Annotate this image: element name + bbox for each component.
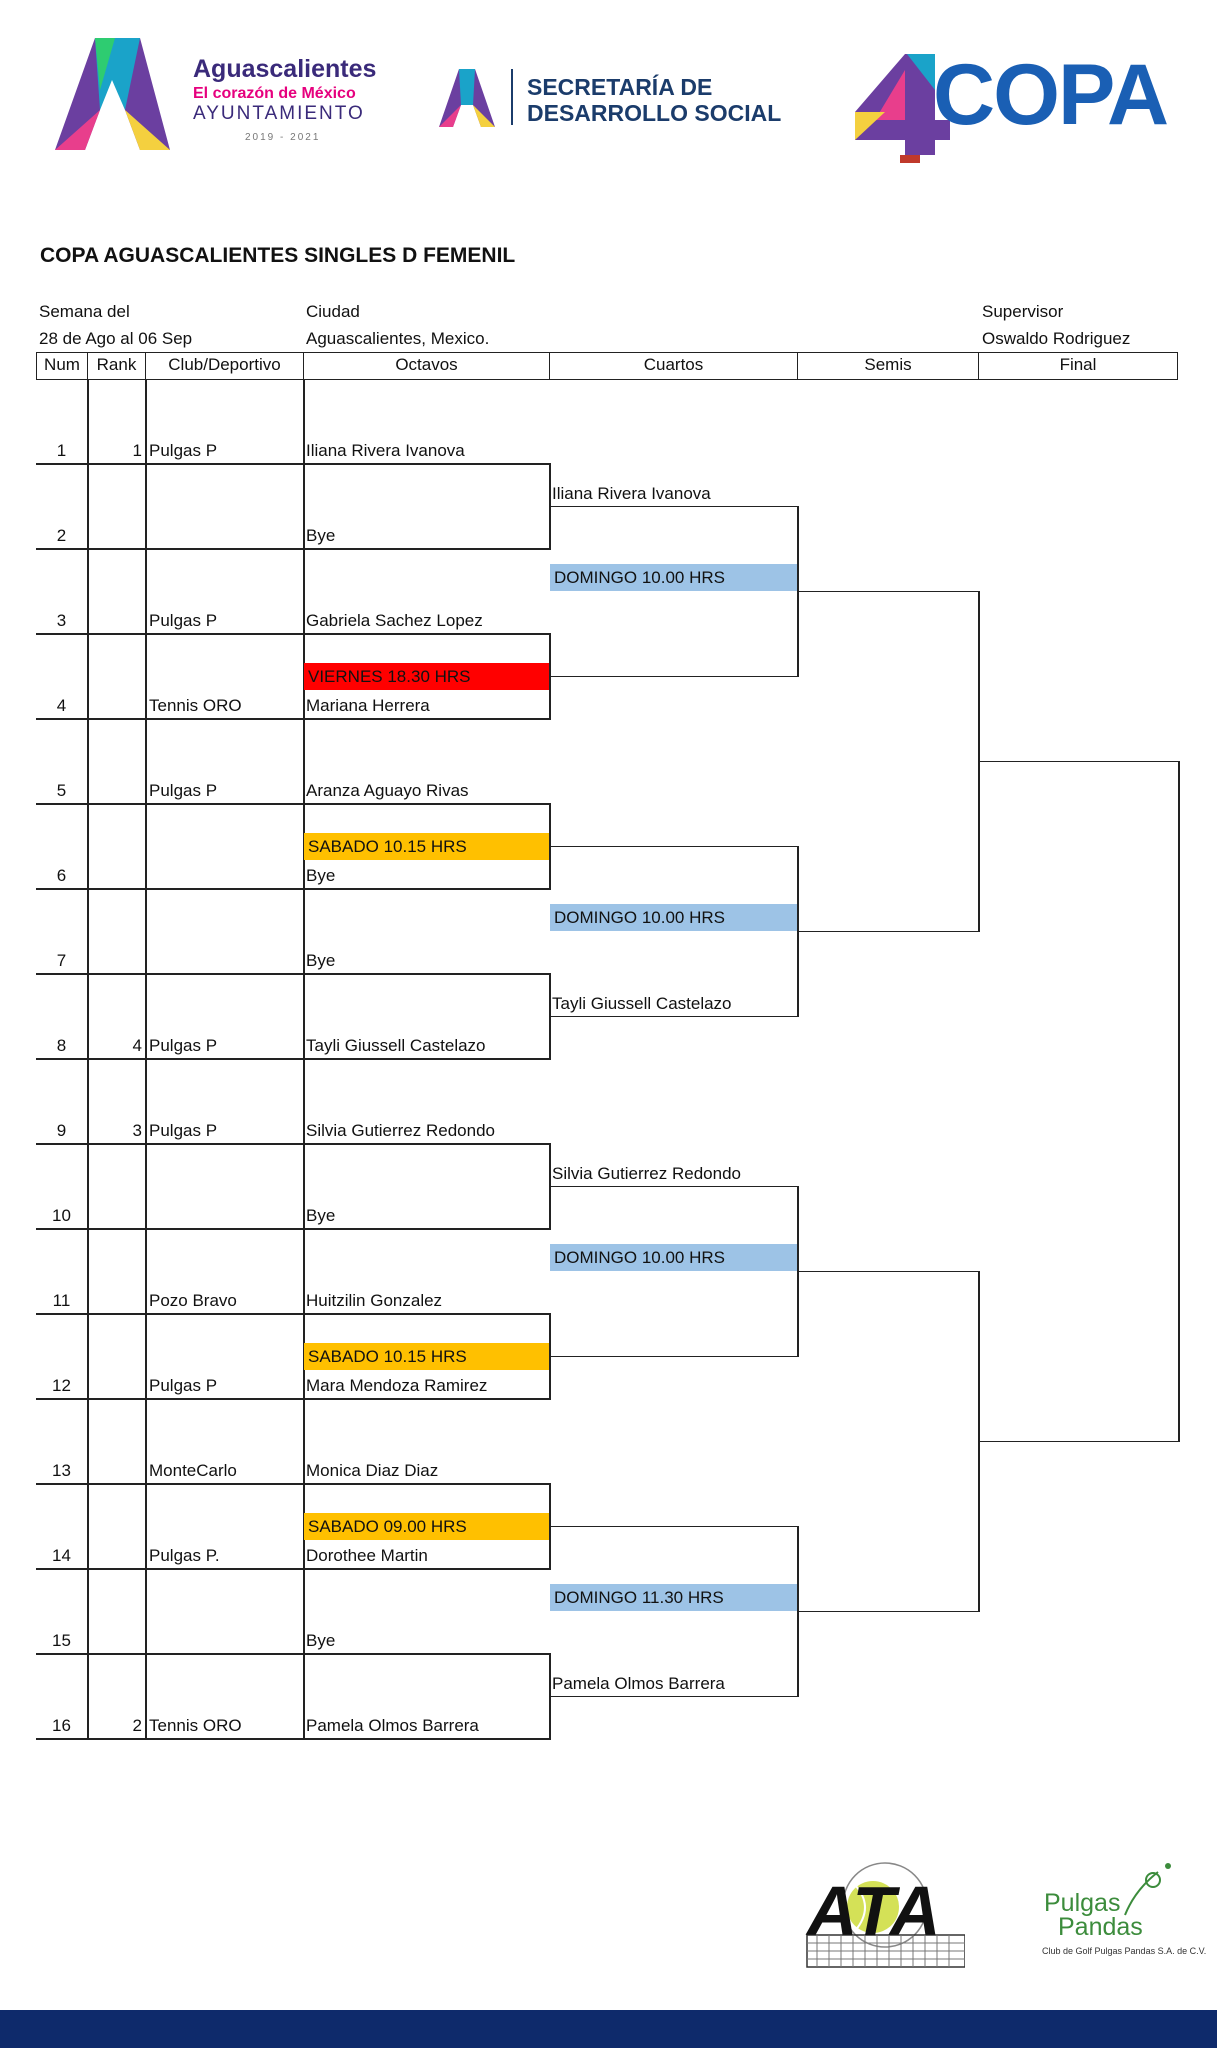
player-club: MonteCarlo: [149, 1461, 237, 1480]
player-row-line: [36, 633, 549, 635]
header-num: Num: [36, 352, 87, 380]
secretaria-logo: [435, 65, 795, 135]
ayuntamiento-logo: [45, 30, 385, 170]
ayuntamiento-line2: El corazón de México: [193, 85, 356, 102]
player-num: 11: [52, 1291, 71, 1310]
player-num: 13: [52, 1461, 71, 1480]
player-num: 4: [56, 696, 67, 715]
ayuntamiento-line1: Aguascalientes: [193, 55, 377, 83]
player-rank: 2: [132, 1716, 142, 1735]
player-num: 3: [56, 611, 67, 630]
player-name: Bye: [306, 1206, 336, 1225]
octavos-schedule-14: SABADO 09.00 HRS: [304, 1513, 549, 1540]
player-name: Monica Diaz Diaz: [306, 1461, 439, 1480]
player-club: Pulgas P.: [149, 1546, 220, 1565]
header-octavos: Octavos: [303, 352, 549, 380]
secretaria-divider: [511, 69, 513, 125]
copa-logo: [845, 47, 1175, 170]
player-name: Bye: [306, 866, 336, 885]
cuartos-winner-bottom: Tayli Giussell Castelazo: [552, 993, 732, 1013]
player-row-line: [36, 888, 549, 890]
cuartos-schedule: DOMINGO 10.00 HRS: [550, 1244, 797, 1271]
header-cuartos: Cuartos: [549, 352, 797, 380]
header-semis: Semis: [797, 352, 978, 380]
player-name: Aranza Aguayo Rivas: [306, 781, 469, 800]
octavos-schedule-12: SABADO 10.15 HRS: [304, 1343, 549, 1370]
player-rank: 4: [132, 1036, 142, 1055]
player-name: Huitzilin Gonzalez: [306, 1291, 443, 1310]
header-final: Final: [978, 352, 1178, 380]
player-club: Tennis ORO: [149, 696, 242, 715]
supervisor-value: Oswaldo Rodriguez: [982, 329, 1131, 348]
pulgas-line2: Pandas: [1058, 1913, 1143, 1941]
ata-word: ATA: [807, 1872, 941, 1950]
header-rank: Rank: [87, 352, 145, 380]
player-name: Silvia Gutierrez Redondo: [306, 1121, 495, 1140]
player-num: 6: [56, 866, 67, 885]
player-club: Pulgas P: [149, 1121, 218, 1140]
player-num: 12: [52, 1376, 71, 1395]
octavos-schedule-6: SABADO 10.15 HRS: [304, 833, 549, 860]
cuartos-line-bottom: [549, 676, 797, 678]
player-rank: 3: [132, 1121, 142, 1140]
player-row-line: [36, 548, 549, 550]
cuartos-line-top: [549, 1526, 797, 1528]
player-num: 14: [52, 1546, 71, 1565]
player-num: 8: [56, 1036, 67, 1055]
semana-label: Semana del: [39, 302, 130, 321]
player-row-line: [36, 1313, 549, 1315]
player-num: 10: [52, 1206, 71, 1225]
ciudad-label: Ciudad: [306, 302, 360, 321]
semana-value: 28 de Ago al 06 Sep: [39, 329, 193, 348]
player-row-line: [36, 718, 549, 720]
player-club: Pulgas P: [149, 1036, 218, 1055]
final-line-top: [978, 761, 1178, 763]
player-row-line: [36, 1143, 549, 1145]
player-name: Bye: [306, 951, 336, 970]
semis-line-top: [797, 1271, 978, 1273]
cuartos-line-bottom: [549, 1356, 797, 1358]
cuartos-line-top: [549, 1186, 797, 1188]
header-club: Club/Deportivo: [145, 352, 303, 380]
player-row-line: [36, 1228, 549, 1230]
player-name: Mara Mendoza Ramirez: [306, 1376, 488, 1395]
player-num: 9: [56, 1121, 67, 1140]
player-row-line: [36, 803, 549, 805]
player-row-line: [36, 1398, 549, 1400]
player-club: Pulgas P: [149, 781, 218, 800]
pulgas-pandas-logo: [1040, 1860, 1207, 1970]
ciudad-value: Aguascalientes, Mexico.: [306, 329, 490, 348]
cuartos-line-top: [549, 506, 797, 508]
cuartos-schedule: DOMINGO 10.00 HRS: [550, 564, 797, 591]
semis-line-bottom: [797, 931, 978, 933]
player-row-line: [36, 973, 549, 975]
ata-logo: [805, 1855, 965, 1970]
player-num: 5: [56, 781, 67, 800]
page-title: COPA AGUASCALIENTES SINGLES D FEMENIL: [40, 244, 516, 267]
player-row-line: [36, 1653, 549, 1655]
player-club: Pozo Bravo: [149, 1291, 237, 1310]
player-name: Bye: [306, 526, 336, 545]
pulgas-line1: Pulgas: [1044, 1889, 1121, 1917]
player-row-line: [36, 1738, 549, 1740]
player-num: 7: [56, 951, 67, 970]
player-name: Bye: [306, 1631, 336, 1650]
player-name: Pamela Olmos Barrera: [306, 1716, 479, 1735]
final-match-edge: [1178, 761, 1180, 1443]
player-name: Tayli Giussell Castelazo: [306, 1036, 486, 1055]
player-num: 15: [52, 1631, 71, 1650]
ayuntamiento-line3: AYUNTAMIENTO: [193, 103, 365, 124]
secretaria-line1: SECRETARÍA DE: [527, 74, 713, 100]
player-num: 1: [56, 441, 67, 460]
player-name: Dorothee Martin: [306, 1546, 428, 1565]
player-club: Tennis ORO: [149, 1716, 242, 1735]
player-club: Pulgas P: [149, 1376, 218, 1395]
cuartos-line-bottom: [549, 1696, 797, 1698]
player-num: 2: [56, 526, 67, 545]
player-row-line: [36, 1058, 549, 1060]
player-name: Gabriela Sachez Lopez: [306, 611, 483, 630]
player-club: Pulgas P: [149, 441, 218, 460]
supervisor-label: Supervisor: [982, 302, 1064, 321]
player-name: Mariana Herrera: [306, 696, 430, 715]
player-club: Pulgas P: [149, 611, 218, 630]
player-name: Iliana Rivera Ivanova: [306, 441, 465, 460]
semis-line-top: [797, 591, 978, 593]
cuartos-line-top: [549, 846, 797, 848]
semis-line-bottom: [797, 1611, 978, 1613]
player-row-line: [36, 463, 549, 465]
player-num: 16: [52, 1716, 71, 1735]
cuartos-line-bottom: [549, 1016, 797, 1018]
cuartos-winner-bottom: Pamela Olmos Barrera: [552, 1673, 725, 1693]
copa-word: COPA: [933, 47, 1168, 143]
player-rank: 1: [132, 441, 142, 460]
final-line-bottom: [978, 1441, 1178, 1443]
player-row-line: [36, 1483, 549, 1485]
cuartos-winner-top: Silvia Gutierrez Redondo: [552, 1163, 741, 1183]
pulgas-line3: Club de Golf Pulgas Pandas S.A. de C.V.: [1042, 1946, 1207, 1956]
footer-bar: [0, 2010, 1217, 2048]
octavos-schedule-4: VIERNES 18.30 HRS: [304, 663, 549, 690]
player-row-line: [36, 1568, 549, 1570]
secretaria-line2: DESARROLLO SOCIAL: [527, 100, 782, 126]
cuartos-schedule: DOMINGO 11.30 HRS: [550, 1584, 797, 1611]
cuartos-winner-top: Iliana Rivera Ivanova: [552, 483, 711, 503]
cuartos-schedule: DOMINGO 10.00 HRS: [550, 904, 797, 931]
ayuntamiento-line4: 2019 - 2021: [245, 132, 321, 143]
